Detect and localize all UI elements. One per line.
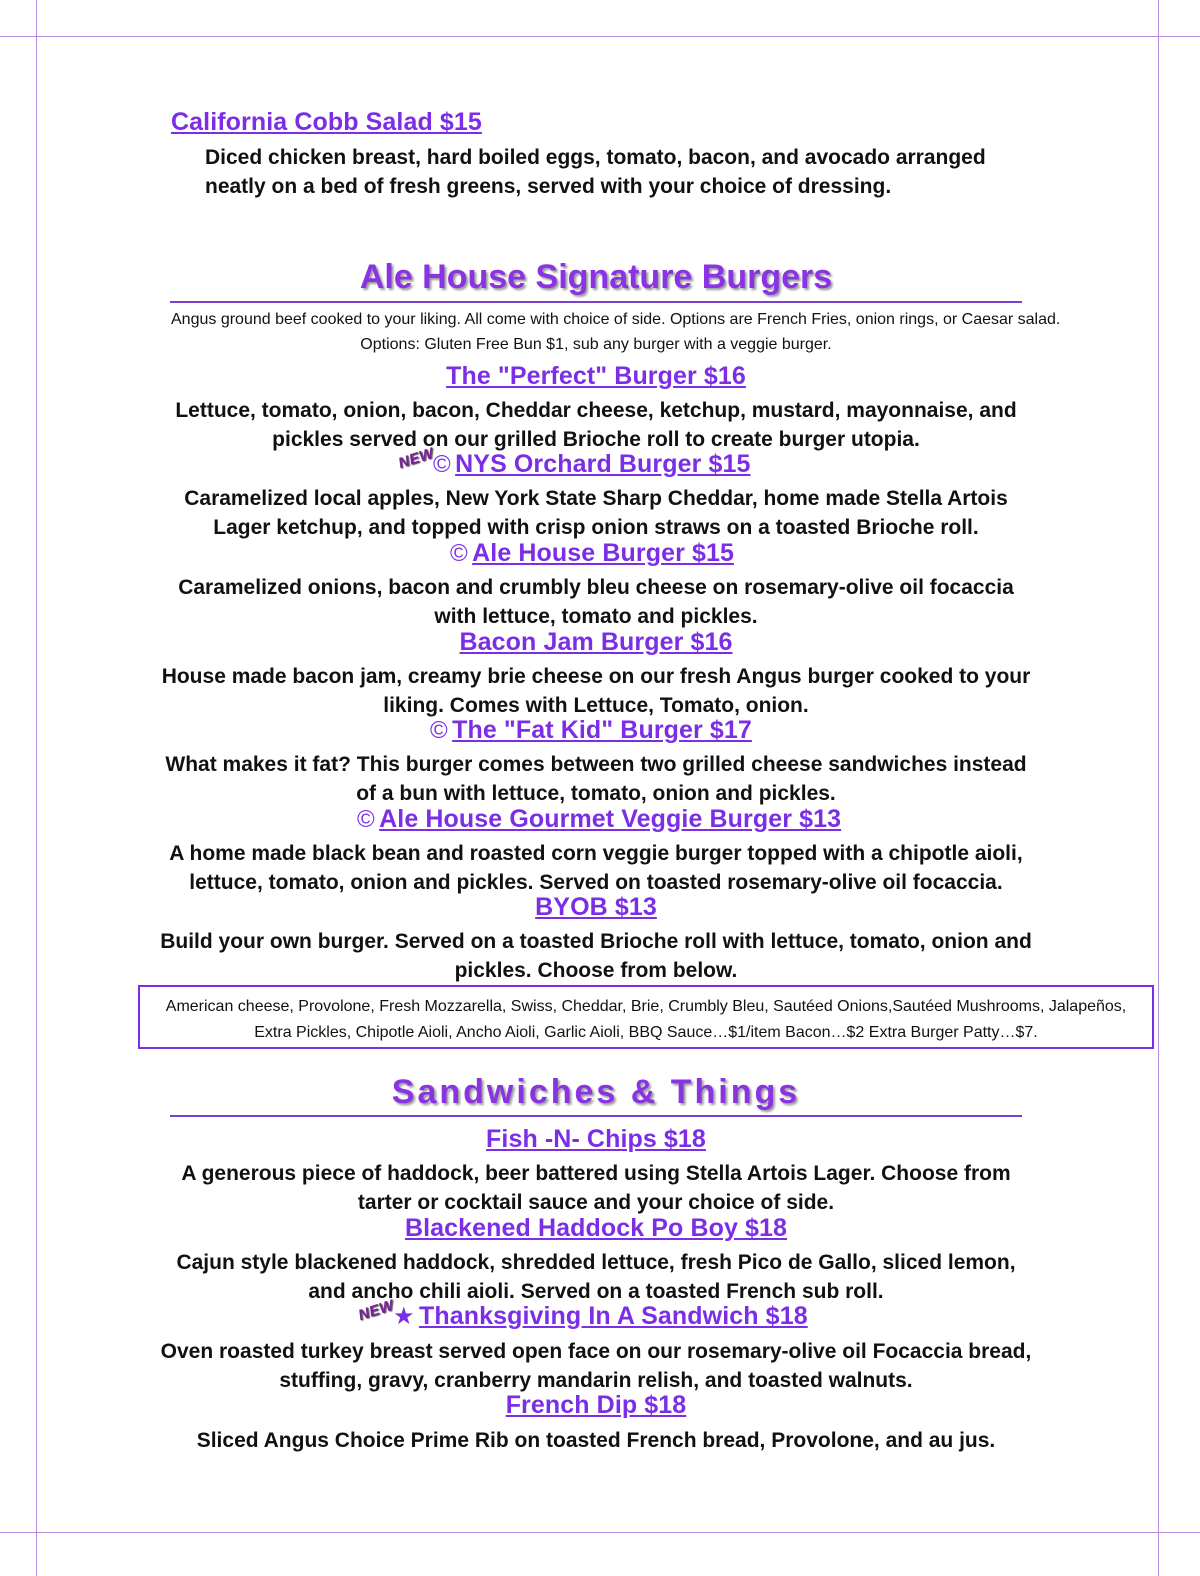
item-desc-2: with lettuce, tomato and pickles. <box>434 605 758 628</box>
copyright-icon: © <box>430 717 448 744</box>
margin-guide-left <box>36 0 37 1576</box>
item-title: Blackened Haddock Po Boy $18 <box>404 1214 788 1242</box>
item-title: Ale House Burger $15 <box>472 539 734 567</box>
star-icon: ★ <box>393 1303 415 1330</box>
item-title: NYS Orchard Burger $15 <box>455 450 751 478</box>
item-desc-2: pickles served on our grilled Brioche roll to create burger utopia. <box>272 428 920 451</box>
burgers-note-1: Angus ground beef cooked to your liking. All come with choice of side. Options are French Fries, onion rings, or Caesar salad. <box>171 311 1061 328</box>
item-title: The "Perfect" Burger $16 <box>446 362 746 390</box>
item-desc-1: What makes it fat? This burger comes between two grilled cheese sandwiches instead <box>165 753 1027 776</box>
menu-item <box>170 1125 1022 1154</box>
cobb-salad-title: California Cobb Salad $15 <box>171 108 482 136</box>
item-desc-2: stuffing, gravy, cranberry mandarin relish, and toasted walnuts. <box>279 1369 913 1392</box>
item-desc-1: House made bacon jam, creamy brie cheese on our fresh Angus burger cooked to your <box>161 665 1031 688</box>
copyright-icon: © <box>433 451 451 478</box>
item-desc-1: Build your own burger. Served on a toasted Brioche roll with lettuce, tomato, onion and <box>160 930 1032 953</box>
item-desc-1: Sliced Angus Choice Prime Rib on toasted French bread, Provolone, and au jus. <box>196 1429 996 1452</box>
menu-item <box>393 1302 808 1331</box>
copyright-icon: © <box>450 540 468 567</box>
addons-line-2: Extra Pickles, Chipotle Aioli, Ancho Aioli, Garlic Aioli, BBQ Sauce…$1/item Bacon…$2 Extra Burger Patty…$7. <box>254 1024 1038 1041</box>
item-desc-1: Caramelized onions, bacon and crumbly bleu cheese on rosemary-olive oil focaccia <box>178 576 1014 599</box>
addons-line-1: American cheese, Provolone, Fresh Mozzarella, Swiss, Cheddar, Brie, Crumbly Bleu, Sautéed Onions,Sautéed Mushrooms, Jalapeños, <box>165 998 1127 1015</box>
margin-guide-bottom <box>0 1532 1200 1533</box>
item-desc-1: A home made black bean and roasted corn veggie burger topped with a chipotle aioli, <box>169 842 1023 865</box>
item-title: Bacon Jam Burger $16 <box>459 628 733 656</box>
menu-item <box>357 805 841 834</box>
menu-item <box>433 450 751 479</box>
burger-addons-box <box>138 985 1154 1049</box>
item-desc-2: tarter or cocktail sauce and your choice of side. <box>357 1191 835 1214</box>
cobb-salad-desc-1: Diced chicken breast, hard boiled eggs, tomato, bacon, and avocado arranged <box>205 146 986 169</box>
menu-item <box>170 628 1022 657</box>
item-desc-1: Lettuce, tomato, onion, bacon, Cheddar cheese, ketchup, mustard, mayonnaise, and <box>175 399 1017 422</box>
menu-item <box>170 893 1022 922</box>
item-desc-2: lettuce, tomato, onion and pickles. Served on toasted rosemary-olive oil focaccia. <box>189 871 1003 894</box>
item-desc-1: Cajun style blackened haddock, shredded lettuce, fresh Pico de Gallo, sliced lemon, <box>176 1251 1016 1274</box>
item-desc-1: Caramelized local apples, New York State Sharp Cheddar, home made Stella Artois <box>184 487 1008 510</box>
item-title: French Dip $18 <box>505 1391 687 1419</box>
item-desc-2: and ancho chili aioli. Served on a toasted French sub roll. <box>308 1280 884 1303</box>
item-desc-2: of a bun with lettuce, tomato, onion and pickles. <box>356 782 836 805</box>
item-desc-2: pickles. Choose from below. <box>454 959 738 982</box>
burgers-note-2: Options: Gluten Free Bun $1, sub any burger with a veggie burger. <box>360 336 832 353</box>
new-badge: NEW <box>356 1296 397 1325</box>
item-title: BYOB $13 <box>535 893 657 921</box>
margin-guide-top <box>0 36 1200 37</box>
item-desc-1: Oven roasted turkey breast served open face on our rosemary-olive oil Focaccia bread, <box>160 1340 1032 1363</box>
item-desc-1: A generous piece of haddock, beer battered using Stella Artois Lager. Choose from <box>181 1162 1011 1185</box>
item-title: The "Fat Kid" Burger $17 <box>452 716 752 744</box>
item-desc-2: Lager ketchup, and topped with crisp onion straws on a toasted Brioche roll. <box>213 516 979 539</box>
menu-item <box>170 362 1022 391</box>
menu-item <box>450 539 734 568</box>
item-desc-2: liking. Comes with Lettuce, Tomato, onion. <box>383 694 809 717</box>
copyright-icon: © <box>357 806 375 833</box>
sandwiches-heading: Sandwiches & Things <box>391 1073 801 1111</box>
new-badge: NEW <box>396 444 437 473</box>
cobb-salad-desc-2: neatly on a bed of fresh greens, served with your choice of dressing. <box>205 175 892 198</box>
menu-item <box>170 1214 1022 1243</box>
burgers-heading: Ale House Signature Burgers <box>359 258 833 296</box>
sandwiches-heading-rule <box>170 1115 1022 1117</box>
item-title: Fish -N- Chips $18 <box>486 1125 706 1153</box>
item-title: Thanksgiving In A Sandwich $18 <box>418 1302 808 1330</box>
margin-guide-right <box>1158 0 1159 1576</box>
menu-item <box>170 1391 1022 1420</box>
item-title: Ale House Gourmet Veggie Burger $13 <box>379 805 842 833</box>
burgers-heading-rule <box>170 301 1022 303</box>
menu-item <box>430 716 752 745</box>
